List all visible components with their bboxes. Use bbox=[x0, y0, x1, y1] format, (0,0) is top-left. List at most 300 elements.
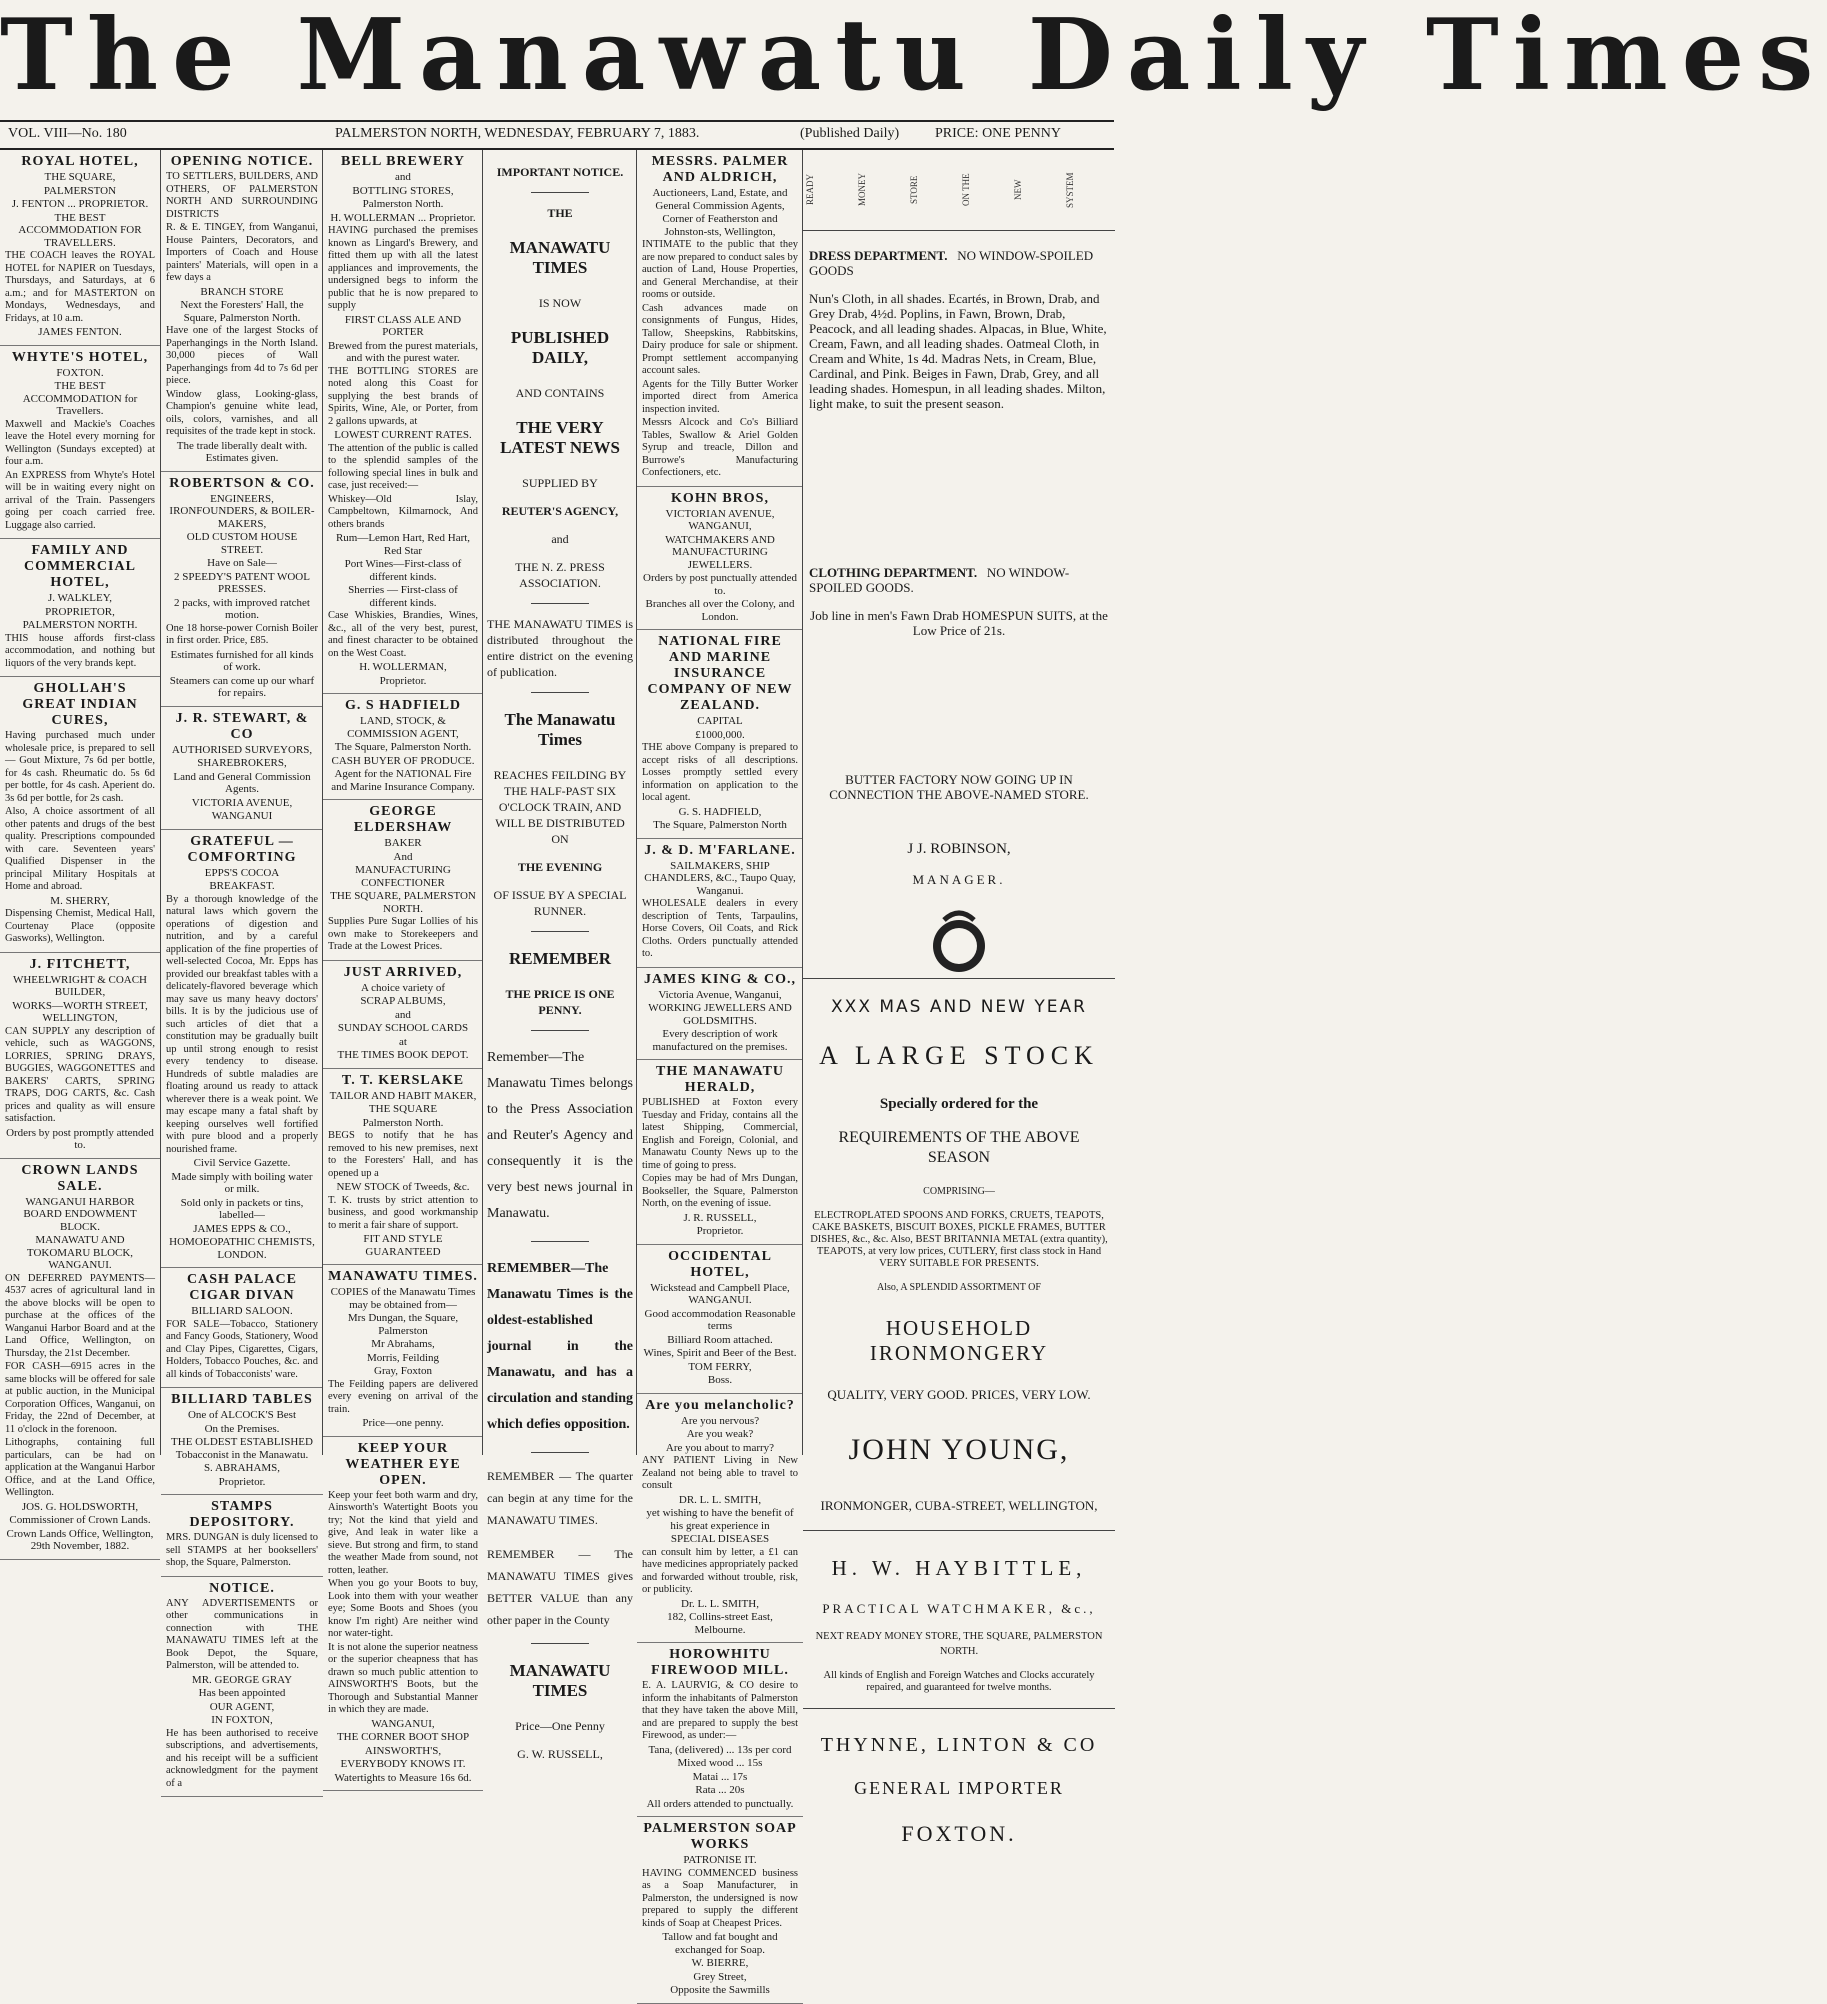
ad-line: MANUFACTURING CONFECTIONER bbox=[355, 864, 451, 889]
ad-line: S. ABRAHAMS, bbox=[203, 1462, 281, 1474]
ad-line: Mixed wood ... 15s bbox=[677, 1757, 763, 1769]
ad-line: Keep your feet both warm and dry, Ainsworth's Watertight Boots you try; Not the kind that yield and give, And leak in water like a sieve. But strong and firm, to stand the weather Made from sound, not rotten, leather. bbox=[328, 1489, 478, 1576]
ad-line: SPECIAL DISEASES bbox=[670, 1533, 770, 1545]
ad-line: H. WOLLERMAN ... Proprietor. bbox=[330, 211, 476, 224]
ad-line: On the Premises. bbox=[204, 1422, 280, 1435]
ad-line: JAMES FENTON. bbox=[38, 326, 122, 338]
large-stock: A LARGE STOCK bbox=[819, 1041, 1099, 1070]
ad-line: Crown Lands Office, Wellington, 29th November, 1882. bbox=[6, 1527, 154, 1552]
ad-line: Orders by post promptly attended to. bbox=[6, 1126, 154, 1151]
promo-price: THE PRICE IS ONE PENNY. bbox=[505, 987, 615, 1017]
ad-line: Port Wines—First-class of different kinds. bbox=[344, 558, 462, 583]
ad-line: BILLIARD SALOON. bbox=[191, 1305, 293, 1317]
advertisement bbox=[161, 1388, 323, 1495]
ad-line: Tana, (delivered) ... 13s per cord bbox=[648, 1743, 792, 1756]
ad-line: TOM FERRY, bbox=[688, 1360, 752, 1373]
ad-line: THE SQUARE, bbox=[44, 171, 116, 183]
ad-line: Tallow and fat bought and exchanged for Soap. bbox=[662, 1931, 778, 1956]
promo-notice: IMPORTANT NOTICE. bbox=[496, 165, 624, 179]
ad-line: THE above Company is prepared to accept risks of all descriptions. Losses promptly settled every information on application to the local agent. bbox=[642, 742, 798, 803]
ad-line: Whiskey—Old Islay, Campbeltown, Kilmarnock, And others brands bbox=[328, 493, 478, 530]
ad-line: and bbox=[395, 1008, 411, 1021]
ad-line: Have one of the largest Stocks of Paperhangings in the North Island. 30,000 pieces of Wall Paperhangings from 4d to 7s 6d per piece. bbox=[166, 325, 318, 386]
ad-line: When you go your Boots to buy, Look into them with your weather eye; Some Boots and Shoes (you know I'm right) Are neither wind nor water-tight. bbox=[328, 1578, 478, 1639]
ad-title: JAMES KING & CO., bbox=[644, 971, 796, 987]
ad-line: SUNDAY SCHOOL CARDS bbox=[337, 1022, 469, 1034]
ad-line: WHOLESALE dealers in every description of Tents, Tarpaulins, Horse Covers, Oil Coats, and Rick Cloths. Orders punctually attended to. bbox=[642, 898, 798, 959]
ad-title: CROWN LANDS SALE. bbox=[21, 1162, 139, 1194]
ad-line: E. A. LAURVIG, & CO desire to inform the inhabitants of Palmerston that they have taken the above Mill, and are prepared to supply the best Firewood, as under:— bbox=[642, 1680, 798, 1741]
ad-line: THE BEST ACCOMMODATION for Travellers. bbox=[22, 380, 138, 417]
ad-line: Made simply with boiling water or milk. bbox=[171, 1170, 313, 1195]
ad-line: HAVING purchased the premises known as Lingard's Brewery, and fitted them up with all the latest appliances and improvements, the undersigned begs to inform the public that he is now prepared to supply bbox=[328, 225, 478, 311]
advertisement bbox=[161, 1577, 323, 1798]
ad-line: ANY PATIENT Living in New Zealand not being able to travel to consult bbox=[642, 1455, 798, 1491]
dateline bbox=[0, 120, 1114, 150]
advertisement bbox=[323, 1265, 483, 1437]
advertisement bbox=[323, 694, 483, 800]
advertisement bbox=[161, 707, 323, 830]
ad-line: yet wishing to have the benefit of his great experience in bbox=[646, 1507, 794, 1532]
ad-line: BOTTLING STORES, bbox=[352, 184, 454, 197]
times-promo bbox=[483, 150, 637, 1776]
ad-title: NATIONAL FIRE AND MARINE INSURANCE COMPANY OF NEW ZEALAND. bbox=[647, 634, 793, 713]
ad-line: Steamers can come up our wharf for repairs. bbox=[169, 674, 315, 699]
ad-line: FOR CASH—6915 acres in the same blocks will be offered for sale at public auction, in the Municipal Corporation Offices, Wanganui, on Friday, the 22nd of December, at 11 o'clock in the forenoon. bbox=[5, 1361, 155, 1435]
ad-line: WATCHMAKERS AND MANUFACTURING JEWELLERS. bbox=[665, 533, 775, 571]
advertisement bbox=[0, 953, 160, 1159]
ad-line: THIS house affords first-class accommodation, and nothing but liquors of the very brands kept. bbox=[5, 632, 155, 669]
ad-line: Boss. bbox=[707, 1374, 733, 1386]
published-note: (Published Daily) bbox=[800, 126, 900, 141]
ad-title: MESSRS. PALMER AND ALDRICH, bbox=[651, 154, 789, 185]
promo-is-now: IS NOW bbox=[538, 296, 582, 310]
banner-word: MONEY bbox=[857, 173, 867, 207]
ad-line: Opposite the Sawmills bbox=[670, 1984, 770, 1996]
butter-factory bbox=[803, 755, 1115, 904]
ad-line: TO SETTLERS, BUILDERS, AND OTHERS, OF PALMERSTON NORTH AND SURROUNDING DISTRICTS bbox=[166, 171, 318, 220]
ad-line: ENGINEERS, IRONFOUNDERS, & BOILER-MAKERS, bbox=[169, 492, 315, 530]
thynne-trade: GENERAL IMPORTER bbox=[854, 1778, 1064, 1798]
ad-line: M. SHERRY, bbox=[50, 894, 110, 907]
ad-line: THE CORNER BOOT SHOP bbox=[336, 1731, 470, 1743]
advertisement bbox=[323, 800, 483, 961]
ad-line: Proprietor. bbox=[218, 1475, 266, 1488]
haybittle-ad bbox=[803, 1530, 1115, 1708]
ad-line: Are you nervous? bbox=[680, 1414, 760, 1427]
xmas-heading: XXX MAS AND NEW YEAR bbox=[831, 997, 1087, 1017]
ad-title: PALMERSTON SOAP WORKS bbox=[643, 1821, 797, 1852]
ad-line: Palmerston North. bbox=[362, 198, 444, 210]
advertisement bbox=[323, 150, 483, 694]
ad-line: AINSWORTH'S, bbox=[364, 1744, 442, 1757]
advertisement bbox=[323, 1069, 483, 1266]
advertisement bbox=[161, 1495, 323, 1577]
ad-title: Are you melancholic? bbox=[645, 1397, 795, 1413]
advertisement bbox=[323, 961, 483, 1069]
ad-line: COPIES of the Manawatu Times may be obtained from— bbox=[330, 1286, 476, 1311]
ad-line: One 18 horse-power Cornish Boiler in first order. Price, £85. bbox=[166, 622, 318, 646]
haybittle-address: NEXT READY MONEY STORE, THE SQUARE, PALMERSTON NORTH. bbox=[815, 1631, 1103, 1657]
ad-line: Sherries — First-class of different kinds. bbox=[348, 584, 458, 609]
ready-money-store-banner bbox=[803, 150, 1115, 231]
ad-line: R. & E. TINGEY, from Wanganui, House Painters, Decorators, and Importers of Coach and House painters' Materials, will open in a few days a bbox=[166, 222, 318, 283]
ad-line: THE SQUARE bbox=[368, 1103, 438, 1115]
ad-line: Auctioneers, Land, Estate, and General Commission Agents, bbox=[652, 187, 788, 212]
promo-paper: MANAWATU TIMES bbox=[509, 238, 611, 277]
advertisement bbox=[637, 487, 803, 631]
ad-line: All orders attended to punctually. bbox=[646, 1797, 794, 1810]
dress-head: DRESS DEPARTMENT. bbox=[809, 248, 948, 263]
ad-line: Wines, Spirit and Beer of the Best. bbox=[643, 1347, 797, 1359]
advertisement bbox=[637, 630, 803, 839]
ad-line: PALMERSTON NORTH. bbox=[22, 619, 138, 631]
ad-line: The trade liberally dealt with. Estimates given. bbox=[176, 439, 308, 464]
john-young-ad bbox=[803, 978, 1115, 1530]
ad-line: T. K. trusts by strict attention to business, and good workmanship to merit a fair share of support. bbox=[328, 1194, 478, 1231]
ad-line: Window glass, Looking-glass, Champion's genuine white lead, oils, colors, varnishes, and all requisites of the trade kept in stock. bbox=[166, 388, 318, 437]
ad-line: Brewed from the purest materials, and with the purest water. bbox=[328, 339, 478, 364]
ad-line: FOR SALE—Tobacco, Stationery and Fancy Goods, Stationery, Wood and Clay Pipes, Cigarettes, Cigars, Holders, Tobacco Pouches, &c. and all kinds of Tobacconists' ware. bbox=[166, 1318, 318, 1380]
ad-line: PALMERSTON bbox=[43, 184, 117, 197]
ad-line: SCRAP ALBUMS, bbox=[360, 995, 446, 1007]
ad-title: GHOLLAH'S GREAT INDIAN CURES, bbox=[22, 681, 138, 728]
ad-line: Have on Sale— bbox=[207, 557, 277, 569]
dress-body: Nun's Cloth, in all shades. Ecartés, in Brown, Drab, and Grey Drab, 4½d. Poplins, in Fawn, Brown, Drab, Peacock, and all leading shades. Alpacas, in Blue, White, Cream, Fawn, and all leading shades. Oatmeal Cloth, in Cream and White, 1s 4d. Madras Nets, in Cream, Blue, Cardinal, and Pink. Beiges in Fawn, Drab, Grey, and all leading shades. Homespun, in all leading shades. Milton, light make, to suit the present season. bbox=[809, 291, 1107, 411]
ad-line: can consult him by letter, a £1 can have medicines appropriately packed and forwarded without trouble, risk, or publicity. bbox=[642, 1546, 798, 1595]
ad-title: BILLIARD TABLES bbox=[171, 1392, 313, 1407]
ad-line: Maxwell and Mackie's Coaches leave the Hotel every morning for Wellington (Sundays excepted) at four a.m. bbox=[5, 418, 155, 467]
ad-line: MRS. DUNGAN is duly licensed to sell STAMPS at her booksellers' shop, the Square, Palmerston. bbox=[166, 1532, 318, 1568]
ad-title: GEORGE ELDERSHAW bbox=[353, 804, 453, 835]
advertisement bbox=[637, 1817, 803, 2004]
ad-line: Mr Abrahams, bbox=[371, 1338, 435, 1350]
masthead bbox=[0, 0, 1827, 118]
ad-title: HOROWHITU FIREWOOD MILL. bbox=[651, 1647, 789, 1678]
ad-line: Watertights to Measure 16s 6d. bbox=[334, 1771, 472, 1784]
ad-title: J. R. STEWART, & CO bbox=[175, 710, 309, 742]
ad-line: ON DEFERRED PAYMENTS—4537 acres of agricultural land in the above blocks will be open to purchase at the offices of the Wanganui Harbor Board and at the Land Office, Wellington, on Thursday, the 21st December. bbox=[5, 1272, 155, 1359]
ad-line: Matai ... 17s bbox=[692, 1770, 748, 1783]
ad-line: W. BIERRE, bbox=[691, 1957, 749, 1969]
haybittle-body: All kinds of English and Foreign Watches and Clocks accurately repaired, and guaranteed for twelve months. bbox=[823, 1669, 1095, 1693]
ad-line: The Feilding papers are delivered every evening on arrival of the train. bbox=[328, 1378, 478, 1415]
ad-title: NOTICE. bbox=[209, 1580, 275, 1596]
specially-ordered: Specially ordered for the bbox=[879, 1096, 1039, 1112]
season-requirements: REQUIREMENTS OF THE ABOVE SEASON bbox=[838, 1129, 1080, 1166]
ad-line: SHAREBROKERS, bbox=[197, 757, 287, 769]
ad-title: ROYAL HOTEL, bbox=[21, 154, 139, 169]
ad-line: Gray, Foxton bbox=[374, 1365, 432, 1377]
ad-title: CASH PALACE CIGAR DIVAN bbox=[187, 1272, 297, 1303]
banner-word: SYSTEM bbox=[1065, 172, 1075, 208]
promo-supplied: SUPPLIED BY bbox=[522, 476, 598, 490]
advertisement bbox=[0, 677, 160, 953]
ad-line: Proprietor. bbox=[379, 674, 427, 687]
john-young-name: JOHN YOUNG, bbox=[848, 1433, 1070, 1466]
ad-line: WANGANUI, bbox=[371, 1717, 435, 1730]
ad-title: MANAWATU TIMES. bbox=[328, 1269, 478, 1284]
ad-line: 2 packs, with improved ratchet motion. bbox=[174, 596, 310, 621]
ad-line: BAKER bbox=[384, 837, 422, 849]
volume-number: VOL. VIII—No. 180 bbox=[8, 126, 127, 141]
ad-title: BELL BREWERY bbox=[341, 154, 465, 169]
ad-line: BRANCH STORE bbox=[200, 285, 284, 298]
ad-line: Supplies Pure Sugar Lollies of his own make to Storekeepers and Trade at the Lowest Prices. bbox=[328, 916, 478, 952]
ad-line: WORKS—WORTH STREET, WELLINGTON, bbox=[12, 999, 148, 1024]
ad-line: Proprietor. bbox=[696, 1225, 744, 1237]
ad-line: Messrs Alcock and Co's Billiard Tables, Swallow & Ariel Golden Syrup and treacle, Dillon and Burrowe's Manufacturing Confectioners, etc. bbox=[642, 417, 798, 478]
comprising: COMPRISING— bbox=[923, 1186, 995, 1197]
promo-press: THE N. Z. PRESS ASSOCIATION. bbox=[515, 560, 605, 590]
ad-line: JOS. G. HOLDSWORTH, bbox=[21, 1500, 139, 1513]
promo-and: and bbox=[551, 532, 569, 546]
ad-line: By a thorough knowledge of the natural laws which govern the operations of digestion and nutrition, and by a careful application of the fine properties of well-selected Cocoa, Mr. Epps has provided our breakfast tables with a delicately-flavored beverage which may save us many heavy doctors' bills. It is by the judicious use of such articles of diet that a constitution may be gradually built up until strong enough to resist every tendency to disease. Hundreds of subtle maladies are floating around us ready to attack wherever there is a weak point. We may escape many a fatal shaft by keeping ourselves well fortified with pure blood and a properly nourished frame. bbox=[166, 893, 318, 1155]
household-ironmongery: HOUSEHOLD IRONMONGERY bbox=[869, 1316, 1049, 1365]
place-date: PALMERSTON NORTH, WEDNESDAY, FEBRUARY 7, 1883. bbox=[335, 126, 700, 141]
promo-remember-3: REMEMBER—The Manawatu Times is the oldest-established journal in the Manawatu, and has a circulation and standing which defies opposition. bbox=[487, 1261, 633, 1432]
ad-title: J. & D. M'FARLANE. bbox=[644, 842, 796, 858]
advertisement bbox=[0, 1159, 160, 1560]
haybittle-trade: PRACTICAL WATCHMAKER, &c., bbox=[822, 1601, 1096, 1616]
ad-line: THE COACH leaves the ROYAL HOTEL for NAPIER on Tuesdays, Thursdays, and Saturdays, at 6 a.m.; and for MASTERTON on Mondays, Wednesdays, and Fridays, at 10 a.m. bbox=[5, 250, 155, 324]
ad-line: HOMOEOPATHIC CHEMISTS, LONDON. bbox=[169, 1236, 315, 1261]
ad-title: GRATEFUL — COMFORTING bbox=[187, 833, 297, 865]
ad-line: Cash advances made on consignments of Fungus, Hides, Tallow, Sheepskins, Rabbitskins, Dairy produce for sale or shipment. Prompt settlement accompanying account sales. bbox=[642, 302, 798, 376]
column-3 bbox=[322, 150, 483, 1784]
column-4 bbox=[482, 150, 637, 1761]
ad-line: J. R. RUSSELL, bbox=[683, 1211, 757, 1224]
ad-line: Sold only in packets or tins, labelled— bbox=[180, 1196, 304, 1221]
ad-title: WHYTE'S HOTEL, bbox=[11, 349, 149, 365]
advertisement bbox=[323, 1437, 483, 1792]
ad-line: CASH BUYER OF PRODUCE. bbox=[331, 754, 475, 767]
ad-line: IN FOXTON, bbox=[211, 1714, 273, 1726]
ad-line: The attention of the public is called to the splendid samples of the following special lines in bulk and case, just received:— bbox=[328, 442, 478, 491]
ad-line: THE TIMES BOOK DEPOT. bbox=[337, 1049, 469, 1061]
ad-line: BREAKFAST. bbox=[209, 880, 275, 892]
ad-line: Has been appointed bbox=[198, 1687, 286, 1699]
ad-line: One of ALCOCK'S Best bbox=[187, 1409, 296, 1421]
ad-line: A choice variety of bbox=[361, 981, 445, 994]
banner-word: ON THE bbox=[961, 173, 971, 207]
ad-line: LAND, STOCK, & COMMISSION AGENT, bbox=[347, 715, 459, 740]
ad-line: Copies may be had of Mrs Dungan, Bookseller, the Square, Palmerston North, on the evening of issue. bbox=[642, 1173, 798, 1209]
advertisement bbox=[637, 1394, 803, 1644]
clothing-department bbox=[803, 548, 1115, 655]
clothing-head: CLOTHING DEPARTMENT. bbox=[809, 565, 978, 580]
advertisement bbox=[637, 1643, 803, 1817]
ad-line: Rum—Lemon Hart, Red Hart, Red Star bbox=[335, 532, 471, 557]
ad-line: Estimates furnished for all kinds of work. bbox=[170, 648, 314, 673]
ad-line: FIT AND STYLE GUARANTEED bbox=[363, 1233, 443, 1258]
ad-line: FIRST CLASS ALE AND PORTER bbox=[344, 313, 462, 338]
clothing-body: Job line in men's Fawn Drab HOMESPUN SUITS, at the Low Price of 21s. bbox=[810, 608, 1108, 638]
promo-reaches: The Manawatu Times bbox=[504, 710, 616, 749]
ad-line: VICTORIAN AVENUE, WANGANUI, bbox=[665, 507, 775, 532]
ad-title: KOHN BROS, bbox=[671, 490, 769, 506]
ad-line: Orders by post punctually attended to. bbox=[643, 572, 797, 597]
ad-line: Are you about to marry? bbox=[665, 1441, 775, 1454]
ad-line: EVERYBODY KNOWS IT. bbox=[340, 1758, 466, 1770]
ad-line: J. FENTON ... PROPRIETOR. bbox=[11, 198, 149, 210]
ad-line: TAILOR AND HABIT MAKER, bbox=[329, 1089, 477, 1102]
ad-line: THE BEST ACCOMMODATION FOR TRAVELLERS. bbox=[18, 211, 142, 249]
ad-title: T. T. KERSLAKE bbox=[341, 1072, 465, 1088]
ad-line: VICTORIA AVENUE, bbox=[191, 796, 293, 809]
ad-line: THE BOTTLING STORES are noted along this Coast for supplying the best brands of Spirits, Wine, Ale, or Porter, from 2 gallons upwards, at bbox=[328, 365, 478, 427]
masthead-title: The Manawatu Daily Times bbox=[0, 0, 1827, 113]
ad-title: FAMILY AND COMMERCIAL HOTEL, bbox=[24, 543, 136, 590]
manager-title: MANAGER. bbox=[912, 872, 1006, 887]
clothing-note: NO WINDOW-SPOILED GOODS. bbox=[809, 565, 1070, 595]
advertisement bbox=[637, 1245, 803, 1394]
jy-monogram-emblem bbox=[924, 906, 994, 976]
ad-line: Billiard Room attached. bbox=[667, 1333, 773, 1346]
ad-title: OPENING NOTICE. bbox=[170, 154, 314, 169]
ad-line: Rata ... 20s bbox=[695, 1784, 745, 1796]
dress-department bbox=[803, 231, 1115, 428]
ad-line: Wickstead and Campbell Place, WANGANUI. bbox=[650, 1281, 790, 1306]
advertisement bbox=[161, 472, 323, 707]
manager-name: J J. ROBINSON, bbox=[907, 841, 1011, 857]
ad-line: WORKING JEWELLERS AND GOLDSMITHS. bbox=[648, 1002, 792, 1027]
ad-line: THE SQUARE, PALMERSTON NORTH. bbox=[330, 890, 476, 915]
ad-title: OCCIDENTAL HOTEL, bbox=[668, 1248, 772, 1280]
ad-line: Land and General Commission Agents. bbox=[173, 770, 311, 795]
promo-footer-name: G. W. RUSSELL, bbox=[517, 1747, 603, 1761]
promo-evening: THE EVENING bbox=[517, 860, 603, 874]
ad-line: CAPITAL bbox=[697, 715, 743, 727]
ad-line: Morris, Feilding bbox=[366, 1351, 440, 1364]
ad-line: 2 SPEEDY'S PATENT WOOL PRESSES. bbox=[174, 570, 310, 595]
ad-title: JUST ARRIVED, bbox=[343, 964, 463, 980]
price-note: PRICE: ONE PENNY bbox=[935, 126, 1062, 141]
ad-line: Mrs Dungan, the Square, Palmerston bbox=[347, 1312, 459, 1337]
ad-line: Commissioner of Crown Lands. bbox=[9, 1514, 151, 1526]
ad-line: Grey Street, bbox=[693, 1970, 747, 1983]
ad-title: J. FITCHETT, bbox=[29, 956, 131, 972]
advertisement bbox=[637, 150, 803, 487]
ad-line: MANAWATU AND TOKOMARU BLOCK, WANGANUI. bbox=[26, 1234, 134, 1271]
promo-footer-price: Price—One Penny bbox=[515, 1719, 605, 1733]
advertisement bbox=[0, 150, 160, 346]
ad-line: Branches all over the Colony, and London. bbox=[645, 598, 795, 623]
promo-published: PUBLISHED DAILY, bbox=[510, 328, 610, 367]
ad-line: AUTHORISED SURVEYORS, bbox=[171, 743, 313, 756]
ad-line: OUR AGENT, bbox=[209, 1700, 275, 1713]
quality-line: QUALITY, VERY GOOD. PRICES, VERY LOW. bbox=[827, 1387, 1091, 1402]
john-young-address: IRONMONGER, CUBA-STREET, WELLINGTON, bbox=[820, 1498, 1098, 1513]
ad-line: £1000,000. bbox=[695, 728, 745, 741]
ad-line: He has been authorised to receive subscriptions, and advertisements, and his receipt will be a sufficient acknowledgment for the payment of a bbox=[166, 1727, 318, 1789]
ad-line: ANY ADVERTISEMENTS or other communications in connection with THE MANAWATU TIMES left at the Book Depot, the Square, Palmerston, will be attended to. bbox=[166, 1597, 318, 1671]
ad-line: LOWEST CURRENT RATES. bbox=[334, 429, 472, 441]
ad-line: and bbox=[395, 171, 411, 183]
ad-line: CAN SUPPLY any description of vehicle, such as WAGGONS, LORRIES, SPRING DRAYS, BUGGIES, WAGGONETTES and BAKERS' CARTS, SPRING TRAPS, DOG CARTS, &c. Cash prices and quality as will ensure satisfaction. bbox=[5, 1025, 155, 1124]
ad-line: Corner of Featherston and Johnston-sts, Wellington, bbox=[662, 213, 778, 238]
advertisement bbox=[637, 839, 803, 968]
ad-line: Good accommodation Reasonable terms bbox=[644, 1307, 796, 1332]
ad-line: PATRONISE IT. bbox=[683, 1854, 757, 1866]
promo-remember: REMEMBER bbox=[509, 949, 611, 968]
ad-line: The Square, Palmerston North. bbox=[334, 741, 472, 753]
ad-line: Agent for the NATIONAL Fire and Marine Insurance Company. bbox=[331, 768, 475, 793]
promo-runner: OF ISSUE BY A SPECIAL RUNNER. bbox=[493, 888, 627, 918]
ad-line: Next the Foresters' Hall, the Square, Palmerston North. bbox=[180, 299, 304, 324]
ad-line: 182, Collins-street East, Melbourne. bbox=[667, 1611, 773, 1636]
dress-note: NO WINDOW-SPOILED GOODS bbox=[809, 248, 1094, 278]
ad-line: INTIMATE to the public that they are now prepared to conduct sales by auction of Land, House Properties, and General Merchandise, at their rooms or outside. bbox=[642, 239, 798, 300]
haybittle-name: H. W. HAYBITTLE, bbox=[831, 1556, 1087, 1580]
ad-line: Dispensing Chemist, Medical Hall, Courtenay Place (opposite Gasworks), Wellington. bbox=[5, 908, 155, 944]
ad-line: PUBLISHED at Foxton every Tuesday and Friday, contains all the latest Shipping, Commercial, English and Foreign, Colonial, and Manawatu County News up to the time of going to press. bbox=[642, 1097, 798, 1171]
ad-line: SAILMAKERS, SHIP CHANDLERS, &C., Taupo Quay, Wanganui. bbox=[644, 859, 796, 897]
ad-line: And bbox=[393, 850, 413, 863]
ad-title: G. S HADFIELD bbox=[344, 698, 462, 713]
column-1 bbox=[0, 150, 160, 1552]
stock-items: ELECTROPLATED SPOONS AND FORKS, CRUETS, TEAPOTS, CAKE BASKETS, BISCUIT BOXES, PICKLE FRAMES, BUTTER DISHES, &c., &c. Also, BEST BRITANNIA METAL (extra quantity), TEAPOTS, at very low prices, CUTLERY, first class stock in Hand VERY SUITABLE FOR PRESENTS. bbox=[810, 1209, 1108, 1269]
ad-line: WANGANUI HARBOR BOARD ENDOWMENT BLOCK. bbox=[23, 1195, 137, 1233]
advertisement bbox=[161, 150, 323, 472]
advertisement bbox=[0, 539, 160, 677]
promo-latest: THE VERY LATEST NEWS bbox=[500, 418, 620, 457]
ad-title: STAMPS DEPOSITORY. bbox=[189, 1499, 295, 1530]
ad-line: DR. L. L. SMITH, bbox=[678, 1493, 762, 1506]
ad-line: Civil Service Gazette. bbox=[193, 1157, 291, 1169]
thynne-ad bbox=[803, 1708, 1115, 1873]
advertisement bbox=[161, 1268, 323, 1388]
ad-line: H. WOLLERMAN, bbox=[359, 661, 447, 673]
splendid-assortment: Also, A SPLENDID ASSORTMENT OF bbox=[877, 1282, 1041, 1293]
ad-line: Lithographs, containing full particulars, can be had on application at the Wanganui Harbor Office, and at the Land Office, Wellington. bbox=[5, 1437, 155, 1498]
ad-line: Also, A choice assortment of all other patents and drugs of the best quality. Prescriptions compounded with care. Seventeen years' Qualified Dispenser in the principal Military Hospitals at Home and abroad. bbox=[5, 806, 155, 892]
ad-line: OLD CUSTOM HOUSE STREET. bbox=[186, 531, 298, 556]
ad-line: Are you weak? bbox=[686, 1428, 754, 1440]
ad-line: MR. GEORGE GRAY bbox=[191, 1673, 293, 1686]
ad-line: WANGANUI bbox=[211, 810, 273, 822]
ad-line: JAMES EPPS & CO., bbox=[193, 1222, 291, 1235]
butter-text: BUTTER FACTORY NOW GOING UP IN CONNECTION THE ABOVE-NAMED STORE. bbox=[829, 772, 1089, 802]
ad-line: Palmerston North. bbox=[362, 1116, 444, 1129]
ad-line: Victoria Avenue, Wanganui, bbox=[658, 988, 782, 1001]
ad-title: ROBERTSON & CO. bbox=[169, 475, 315, 491]
promo-contains: AND CONTAINS bbox=[515, 386, 605, 400]
ad-line: EPPS'S COCOA bbox=[204, 866, 280, 879]
advertisement bbox=[161, 830, 323, 1269]
ad-line: HAVING COMMENCED business as a Soap Manufacturer, in Palmerston, the undersigned is now prepared to supply the different kinds of Soap at Cheapest Prices. bbox=[642, 1867, 798, 1929]
ad-line: at bbox=[399, 1035, 407, 1048]
ad-line: Dr. L. L. SMITH, bbox=[681, 1597, 759, 1610]
promo-remember-2: Remember—The Manawatu Times belongs to the Press Association and Reuter's Agency and consequently it is the very best news journal in Manawatu. bbox=[487, 1050, 633, 1221]
promo-reuters: REUTER'S AGENCY, bbox=[501, 504, 619, 518]
ad-line: It is not alone the superior neatness or the superior cheapness that has drawn so much public attention to AINSWORTH'S Boots, but the Thorough and Substantial Manner in which they are made. bbox=[328, 1641, 478, 1715]
ad-line: An EXPRESS from Whyte's Hotel will be in waiting every night on arrival of the Train. Passengers going per coach carried free. Luggage also carried. bbox=[5, 469, 155, 531]
ad-line: Case Whiskies, Brandies, Wines, &c., all of the very best, purest, and finest character to be obtained on the West Coast. bbox=[328, 610, 478, 659]
ad-line: Price—one penny. bbox=[362, 1417, 444, 1429]
banner-word: READY bbox=[805, 174, 815, 206]
advertisement bbox=[637, 968, 803, 1061]
ad-line: FOXTON. bbox=[56, 366, 104, 379]
ad-line: THE OLDEST ESTABLISHED Tobacconist in the Manawatu. bbox=[171, 1436, 313, 1461]
promo-quarter: REMEMBER — The quarter can begin at any time for the MANAWATU TIMES. bbox=[487, 1469, 633, 1527]
ad-line: WHEELWRIGHT & COACH BUILDER, bbox=[12, 973, 148, 998]
promo-feilding: REACHES FEILDING BY THE HALF-PAST SIX O'CLOCK TRAIN, AND WILL BE DISTRIBUTED ON bbox=[493, 768, 627, 846]
ad-line: Agents for the Tilly Butter Worker imported direct from America inspection invited. bbox=[642, 378, 798, 415]
promo-value: REMEMBER — The MANAWATU TIMES gives BETTER VALUE than any other paper in the County bbox=[487, 1547, 633, 1627]
column-6 bbox=[802, 150, 1115, 1846]
ad-line: The Square, Palmerston North bbox=[653, 819, 787, 831]
